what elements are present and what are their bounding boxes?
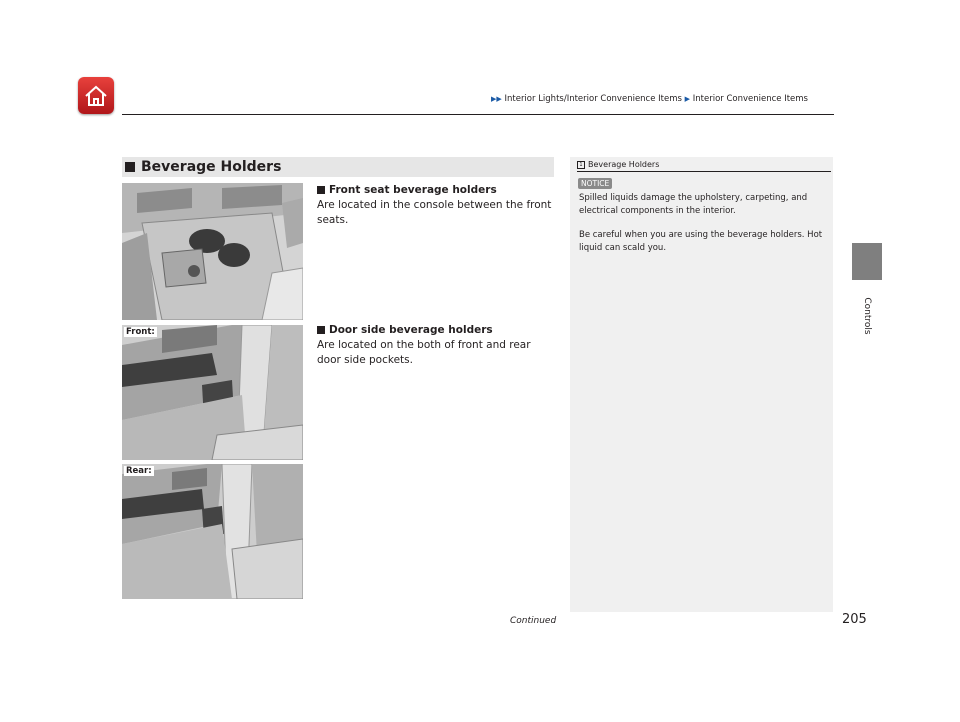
page-number: 205: [842, 612, 867, 627]
chapter-tab[interactable]: [852, 243, 882, 280]
subsection-body: Are located on the both of front and rear door side pockets.: [317, 339, 531, 366]
heading-square-icon: [317, 326, 325, 334]
section-title: Beverage Holders: [141, 159, 282, 175]
header-divider: [122, 114, 834, 115]
notes-panel: [570, 157, 833, 612]
heading-square-icon: [317, 186, 325, 194]
subsection-heading: Front seat beverage holders: [329, 184, 497, 196]
continued-label: Continued: [510, 616, 557, 626]
note-heading: [577, 160, 659, 169]
home-icon: [84, 85, 108, 107]
note-text: [579, 192, 829, 266]
subsection-front-seat: [317, 184, 557, 228]
photo-label-front: Front:: [126, 327, 155, 337]
breadcrumb-arrow-icon: ▶: [684, 95, 691, 103]
console-photo: [122, 183, 303, 320]
note-paragraph: Spilled liquids damage the upholstery, carpeting, and electrical components in the interior.: [579, 193, 808, 216]
section-square-icon: [125, 162, 135, 172]
note-divider: [577, 171, 831, 172]
breadcrumb-arrow-icon: ▶▶: [491, 95, 502, 103]
breadcrumb: [491, 94, 808, 104]
breadcrumb-link-interior-lights[interactable]: Interior Lights/Interior Convenience Items: [504, 94, 682, 104]
subsection-door-side: [317, 324, 557, 368]
front-door-photo: [122, 325, 303, 460]
note-heading-text: Beverage Holders: [588, 160, 660, 169]
reference-box-icon: 1: [577, 161, 585, 169]
note-paragraph: Be careful when you are using the beverage holders. Hot liquid can scald you.: [579, 230, 823, 253]
section-header: [122, 157, 554, 177]
notice-badge: NOTICE: [578, 178, 612, 189]
photo-label-rear: Rear:: [126, 466, 152, 476]
home-button[interactable]: [78, 77, 114, 114]
breadcrumb-link-convenience-items[interactable]: Interior Convenience Items: [692, 94, 808, 104]
rear-door-photo: [122, 464, 303, 599]
subsection-body: Are located in the console between the front seats.: [317, 199, 552, 226]
subsection-heading: Door side beverage holders: [329, 324, 493, 336]
chapter-tab-label: Controls: [862, 297, 872, 335]
